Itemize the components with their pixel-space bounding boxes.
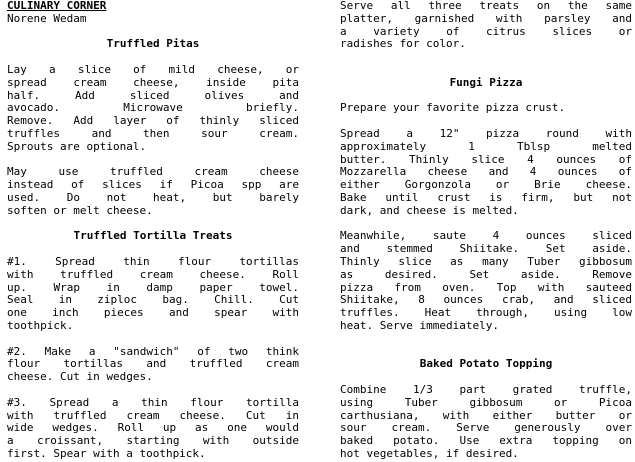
- paragraph: [7, 64, 299, 154]
- text-line: flour tortillas and truffled cream: [7, 357, 299, 371]
- text-line: dark, and cheese is melted.: [340, 203, 519, 217]
- text-line: #3. Spread a thin flour tortilla: [7, 395, 299, 409]
- text-line: Spread a 12" pizza round with: [340, 126, 632, 140]
- text-line: truffles. Heat through, using low: [340, 306, 632, 320]
- paragraph: [340, 384, 632, 461]
- recipe-heading-potato: Baked Potato Topping: [419, 357, 553, 371]
- text-line: Serve all three treats on the same: [340, 0, 632, 12]
- recipe-heading-pizza: Fungi Pizza: [449, 75, 523, 89]
- column-title: CULINARY CORNER: [7, 0, 107, 12]
- text-line: either Gorgonzola or Brie cheese.: [340, 178, 632, 192]
- text-line: Remove. Add layer of thinly sliced: [7, 114, 299, 128]
- text-line: sour cream. Serve generously over: [340, 421, 632, 435]
- text-line: platter, garnished with parsley and: [340, 11, 632, 25]
- paragraph: [7, 397, 299, 461]
- text-line: Shiitake, 8 ounces crab, and sliced: [340, 293, 632, 307]
- text-line: Mozzarella cheese and 4 ounces of: [340, 165, 632, 179]
- text-line: butter. Thinly slice 4 ounces of: [340, 152, 632, 166]
- text-line: first. Spear with a toothpick.: [7, 446, 206, 460]
- text-line: carthusiana, with either butter or: [340, 408, 632, 422]
- paragraph: [7, 256, 299, 333]
- paragraph: [7, 166, 299, 217]
- text-line: Bake until crust is firm, but not: [340, 190, 632, 204]
- text-line: with truffled cream cheese. Roll: [7, 267, 299, 281]
- text-line: Lay a slice of mild cheese, or: [7, 62, 299, 76]
- text-line: hot vegetables, if desired.: [340, 446, 519, 460]
- text-line: a croissant, starting with outside: [7, 434, 299, 448]
- text-line: avocado. Microwave briefly.: [7, 101, 299, 115]
- text-line: Thinly slice as many Tuber gibbosum: [340, 254, 632, 268]
- text-line: with truffled cream cheese. Cut in: [7, 408, 299, 422]
- text-line: instead of slices if Picoa spp are: [7, 178, 299, 192]
- text-line: spread cream cheese, inside pita: [7, 75, 299, 89]
- paragraph: [340, 230, 632, 332]
- text-line: approximately 1 Tblsp melted: [340, 139, 632, 153]
- text-line: soften or melt cheese.: [7, 203, 153, 217]
- text-line: Combine 1/3 part grated truffle,: [340, 382, 632, 396]
- paragraph: [7, 346, 299, 384]
- text-line: Prepare your favorite pizza crust.: [340, 101, 566, 115]
- paragraph: [340, 128, 632, 218]
- text-line: used. Do not heat, but barely: [7, 190, 299, 204]
- left-column: [7, 0, 299, 461]
- text-line: May use truffled cream cheese: [7, 165, 299, 179]
- text-line: Sprouts are optional.: [7, 139, 147, 153]
- author-name: Norene Wedam: [7, 11, 87, 25]
- text-line: #2. Make a "sandwich" of two think: [7, 344, 299, 358]
- recipe-heading-tortilla: Truffled Tortilla Treats: [73, 229, 233, 243]
- text-line: as desired. Set aside. Remove: [340, 267, 632, 281]
- text-line: one inch pieces and spear with: [7, 306, 299, 320]
- text-line: pizza from oven. Top with sauteed: [340, 280, 632, 294]
- recipe-heading-pitas: Truffled Pitas: [106, 37, 200, 51]
- text-line: and stemmed Shiitake. Set aside.: [340, 242, 632, 256]
- text-line: half. Add sliced olives and: [7, 88, 299, 102]
- right-column: [340, 0, 632, 461]
- text-line: heat. Serve immediately.: [340, 318, 499, 332]
- text-line: toothpick.: [7, 318, 74, 332]
- text-line: #1. Spread thin flour tortillas: [7, 254, 299, 268]
- text-line: up. Wrap in damp paper towel.: [7, 280, 299, 294]
- paragraph: [340, 102, 632, 115]
- text-line: truffles and then sour cream.: [7, 126, 299, 140]
- text-line: radishes for color.: [340, 37, 466, 51]
- text-line: baked potato. Use extra topping on: [340, 434, 632, 448]
- text-line: Meanwhile, saute 4 ounces sliced: [340, 229, 632, 243]
- text-line: using Tuber gibbosum or Picoa: [340, 395, 632, 409]
- paragraph: [340, 0, 632, 51]
- text-line: a variety of citrus slices or: [340, 24, 632, 38]
- text-line: cheese. Cut in wedges.: [7, 370, 153, 384]
- text-line: wide wedges. Roll up as one would: [7, 421, 299, 435]
- text-line: Seal in ziploc bag. Chill. Cut: [7, 293, 299, 307]
